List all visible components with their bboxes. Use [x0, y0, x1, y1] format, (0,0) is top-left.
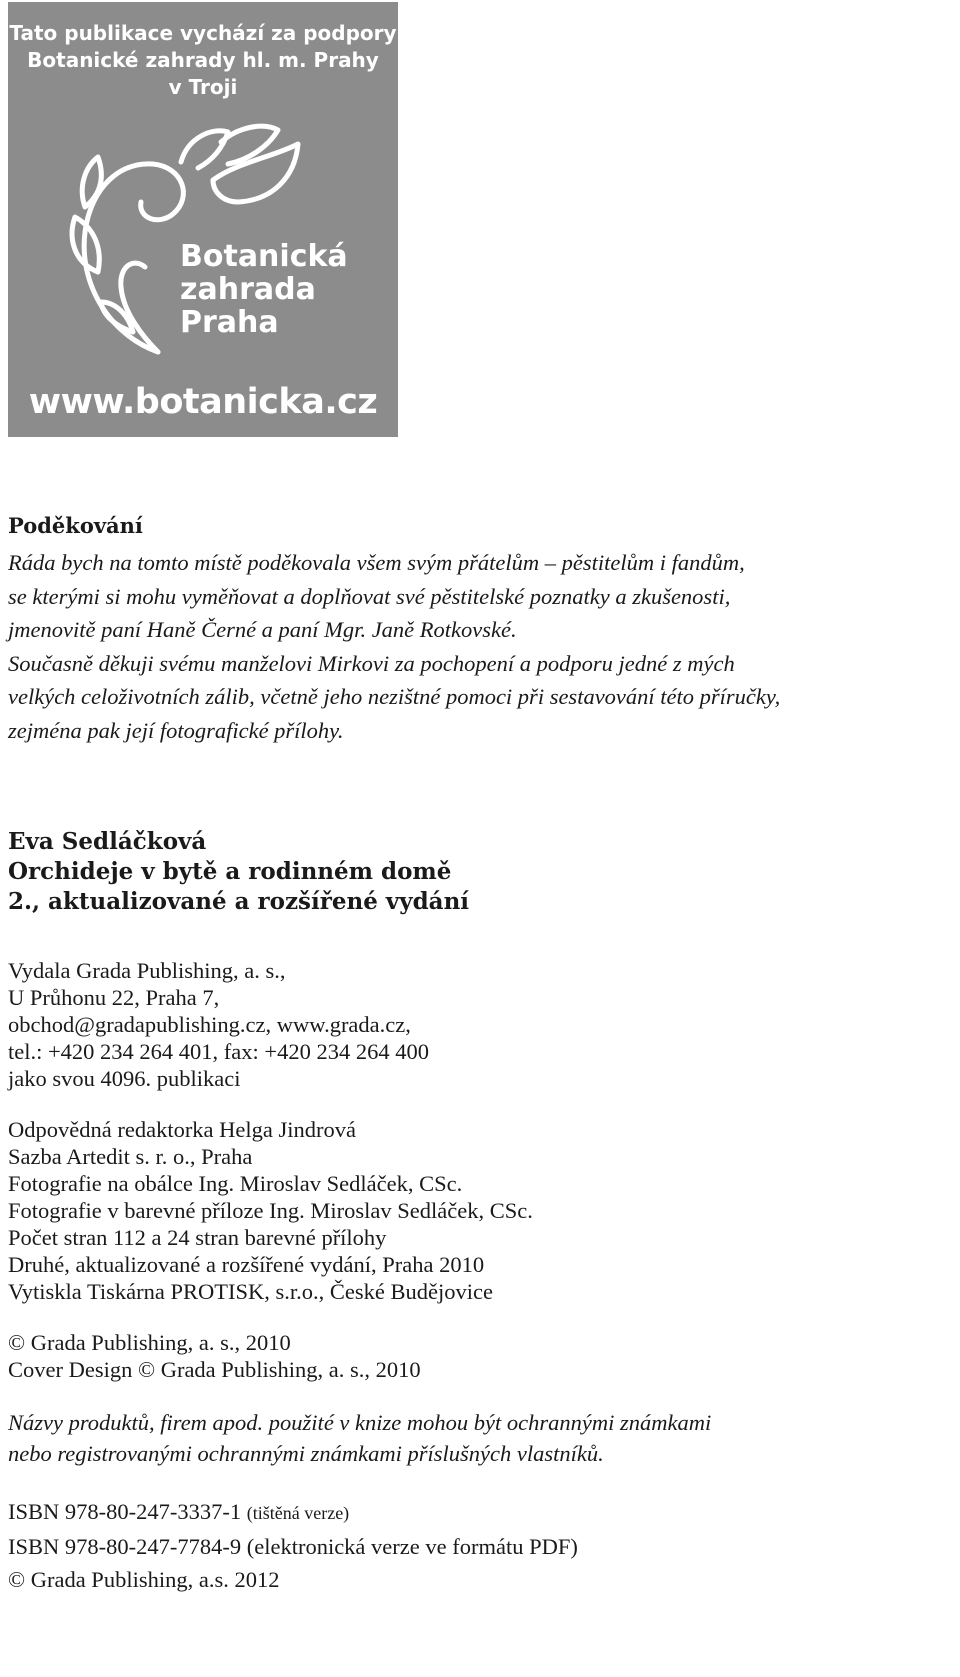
staff-line: Fotografie v barevné příloze Ing. Miroslav Sedláček, CSc.	[8, 1198, 533, 1223]
cover-design-line: Cover Design © Grada Publishing, a. s., 2010	[8, 1357, 421, 1382]
sponsor-line-1: Tato publikace vychází za podpory	[9, 21, 397, 45]
publisher-line: U Průhonu 22, Praha 7,	[8, 985, 220, 1010]
staff-line: Druhé, aktualizované a rozšířené vydání, Praha 2010	[8, 1252, 485, 1277]
book-title-block	[8, 827, 953, 917]
isbn-ebook-copyright: © Grada Publishing, a.s. 2012	[8, 1567, 280, 1592]
staff-line: Sazba Artedit s. r. o., Praha	[8, 1144, 253, 1169]
sponsor-line-3: v Troji	[168, 75, 238, 99]
isbn-print	[8, 1495, 953, 1530]
sponsor-logo-line-1: Botanická	[180, 239, 348, 274]
trademark-line: nebo registrovanými ochrannými známkami příslušných vlastníků.	[8, 1441, 604, 1466]
isbn-block	[8, 1495, 953, 1596]
staff-block	[8, 1116, 953, 1305]
isbn-ebook: ISBN 978-80-247-7784-9 (elektronická verze ve formátu PDF)	[8, 1534, 578, 1559]
book-edition: 2., aktualizované a rozšířené vydání	[8, 888, 470, 915]
acknowledgement-line: jmenovitě paní Haně Černé a paní Mgr. Janě Rotkovské.	[8, 617, 517, 642]
isbn-print-number: ISBN 978-80-247-3337-1	[8, 1499, 242, 1524]
acknowledgement-line: se kterými si mohu vyměňovat a doplňovat své pěstitelské poznatky a zkušenosti,	[8, 583, 731, 609]
acknowledgement-line: velkých celoživotních zálib, včetně jeho nezištné pomoci při sestavování této příručky,	[8, 684, 781, 709]
book-title: Orchideje v bytě a rodinném domě	[8, 858, 452, 885]
staff-line: Odpovědná redaktorka Helga Jindrová	[8, 1117, 357, 1142]
sponsor-line-2: Botanické zahrady hl. m. Prahy	[27, 48, 379, 72]
copyright-line: © Grada Publishing, a. s., 2010	[8, 1330, 291, 1355]
acknowledgement-heading: Poděkování	[8, 513, 143, 538]
publisher-line: Vydala Grada Publishing, a. s.,	[8, 958, 286, 983]
isbn-print-note: (tištěná verze)	[246, 1503, 350, 1523]
sponsor-text	[8, 20, 398, 101]
acknowledgement-line: Ráda bych na tomto místě poděkovala všem svým přátelům – pěstitelům i fandům,	[8, 550, 745, 575]
acknowledgement-line: zejména pak její fotografické přílohy.	[8, 717, 344, 743]
sponsor-url: www.botanicka.cz	[28, 382, 378, 422]
staff-line: Vytiskla Tiskárna PROTISK, s.r.o., České Budějovice	[8, 1279, 494, 1304]
sponsor-logo-text	[180, 240, 348, 339]
sponsor-logo-line-2: zahrada	[180, 272, 316, 307]
acknowledgement-text	[8, 546, 953, 747]
publisher-line: tel.: +420 234 264 401, fax: +420 234 264 400	[8, 1039, 429, 1064]
trademark-notice	[8, 1407, 953, 1469]
staff-line: Počet stran 112 a 24 stran barevné přílohy	[8, 1225, 387, 1250]
sponsor-box	[8, 2, 398, 437]
staff-line: Fotografie na obálce Ing. Miroslav Sedláček, CSc.	[8, 1171, 463, 1196]
acknowledgement-line: Současně děkuji svému manželovi Mirkovi za pochopení a podporu jedné z mých	[8, 650, 735, 676]
imprint-page	[8, 512, 953, 1596]
copyright-block	[8, 1329, 953, 1383]
publisher-block	[8, 957, 953, 1092]
publisher-line: obchod@gradapublishing.cz, www.grada.cz,	[8, 1012, 411, 1037]
publisher-line: jako svou 4096. publikaci	[8, 1066, 241, 1091]
book-author: Eva Sedláčková	[8, 828, 207, 855]
sponsor-logo-line-3: Praha	[180, 305, 279, 340]
trademark-line: Názvy produktů, firem apod. použité v knize mohou být ochrannými známkami	[8, 1410, 712, 1435]
